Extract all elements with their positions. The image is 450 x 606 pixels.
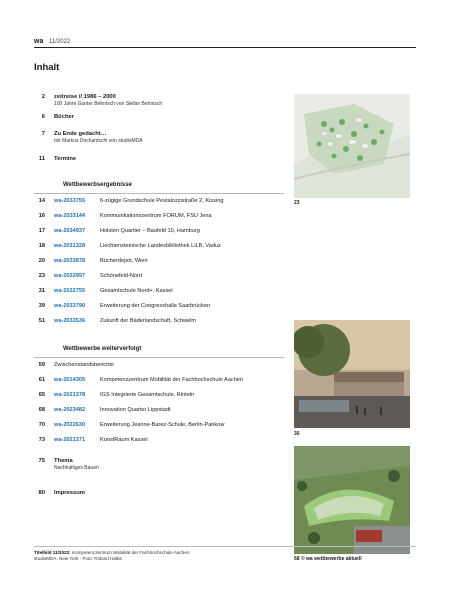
page-number: 31 — [38, 288, 45, 294]
toc-row[interactable] — [34, 198, 223, 205]
toc-entry[interactable] — [34, 156, 76, 163]
row-title: Bücherdepot, Wien — [100, 258, 148, 264]
row-title: Gesamtschule Nord+, Kassel — [100, 288, 173, 294]
entry-title: Zu Ende gedacht… mit Markus Dochantschi von studioMDA — [54, 131, 143, 144]
toc-row[interactable] — [34, 318, 196, 325]
competition-code[interactable]: wa-2021371 — [54, 437, 86, 443]
competition-code[interactable]: wa-2031328 — [54, 243, 86, 249]
row-title: IGS Integrierte Gesamtschule, Rinteln — [100, 392, 195, 398]
page-number: 16 — [38, 213, 45, 219]
rendering-image — [294, 320, 410, 428]
competition-code[interactable]: wa-2033536 — [54, 318, 86, 324]
row-title: Liechtensteinische Landesbibliothek LiLB, Vaduz — [100, 243, 221, 249]
entry-title: Termine — [54, 156, 77, 162]
page-number: 18 — [38, 243, 45, 249]
row-title: Erweiterung Jeanne-Barez-Schule, Berlin-Pankow — [100, 422, 225, 428]
page-number: 7 — [41, 131, 45, 137]
footer-divider — [34, 546, 416, 547]
toc-row[interactable] — [34, 213, 212, 220]
row-title: Zwischenstandsberichte — [54, 362, 115, 368]
competition-code[interactable]: wa-2032755 — [54, 288, 86, 294]
page-number: 17 — [38, 228, 45, 234]
competition-code[interactable]: wa-2034937 — [54, 228, 86, 234]
competition-code[interactable]: wa-2033755 — [54, 198, 86, 204]
page-number: 23 — [38, 273, 45, 279]
toc-row[interactable] — [34, 228, 200, 235]
page-number: 75 — [38, 458, 45, 464]
toc-row[interactable] — [34, 362, 114, 369]
page-number: 51 — [38, 318, 45, 324]
row-title: Kompetenzzentrum Mobilität der Fachhochschule Aachen — [100, 377, 244, 383]
competition-code[interactable]: wa-2014305 — [54, 377, 86, 383]
section-divider — [34, 357, 284, 358]
toc-row[interactable] — [34, 258, 148, 265]
image-caption: 30 — [294, 431, 300, 437]
toc-row[interactable] — [34, 422, 224, 429]
toc-entry[interactable] — [34, 131, 143, 145]
row-title: Zukunft der Bäderlandschaft, Schwelm — [100, 318, 197, 324]
toc-row[interactable] — [34, 303, 210, 310]
toc-row[interactable] — [34, 288, 173, 295]
cover-credit-label: Titelbild 11/2022: — [34, 550, 71, 555]
competition-code[interactable]: wa-2033144 — [54, 213, 86, 219]
toc-row[interactable] — [34, 273, 142, 280]
aerial-building-image — [294, 446, 410, 554]
aerial-site-plan-image — [294, 94, 410, 198]
competition-code[interactable]: wa-2023482 — [54, 407, 86, 413]
page-number: 68 — [38, 407, 45, 413]
entry-subtitle: 100 Jahre Gunter Behnisch von Stefan Behnisch — [54, 101, 163, 107]
page-footer: 68 © wa wettbewerbe aktuell — [294, 556, 362, 562]
page-number: 61 — [38, 377, 45, 383]
section-heading: Wettbewerbsergebnisse — [63, 182, 132, 188]
section-heading: Wettbewerbe weiterverfolgt — [63, 346, 142, 352]
page-number: 70 — [38, 422, 45, 428]
image-caption: 23 — [294, 200, 300, 206]
row-title: Holsten Quartier – Baufeld 10, Hamburg — [100, 228, 200, 234]
competition-code[interactable]: wa-2033790 — [54, 303, 86, 309]
toc-entry[interactable] — [34, 94, 162, 108]
page-number: 6 — [41, 114, 45, 120]
entry-title: zeitreise // 1986 – 2000 100 Jahre Gunter Behnisch von Stefan Behnisch — [54, 94, 163, 107]
toc-row[interactable] — [34, 437, 148, 444]
entry-title: Impressum — [54, 490, 85, 496]
toc-row[interactable] — [34, 392, 194, 399]
row-title: Erweiterung der Congresshalle Saarbrücken — [100, 303, 211, 309]
toc-entry[interactable] — [34, 114, 74, 121]
competition-code[interactable]: wa-2021378 — [54, 392, 86, 398]
toc-row[interactable] — [34, 377, 243, 384]
page-number: 14 — [38, 198, 45, 204]
competition-code[interactable]: wa-2033878 — [54, 258, 86, 264]
header-divider — [34, 47, 416, 48]
toc-row[interactable] — [34, 407, 171, 414]
toc-entry[interactable] — [34, 490, 85, 497]
row-title: Innovation Quarter Lippstadt — [100, 407, 171, 413]
page-number: 80 — [38, 490, 45, 496]
page-number: 2 — [41, 94, 45, 100]
page-header — [34, 38, 70, 45]
row-title: KunstRaum Kassel — [100, 437, 148, 443]
entry-title: Bücher — [54, 114, 74, 120]
row-title: Kommunikationszentrum FORUM, FSU Jena — [100, 213, 212, 219]
entry-subtitle: mit Markus Dochantschi von studioMDA — [54, 138, 143, 144]
toc-row[interactable] — [34, 243, 221, 250]
page-number: 11 — [38, 156, 45, 162]
section-divider — [34, 193, 284, 194]
entry-title: Thema Nachhaltiges Bauen — [54, 458, 99, 471]
row-title: Schönefeld-Nord — [100, 273, 142, 279]
page-number: 59 — [38, 362, 45, 368]
row-title: 6-zügige Grundschule Pestalozzistraße 2, Kissing — [100, 198, 224, 204]
brand-logo: wa — [34, 38, 44, 45]
cover-credit-photo: studioMDA, New York · Foto: Roland Halbe — [34, 556, 123, 561]
competition-code[interactable]: wa-2032997 — [54, 273, 86, 279]
page-number: 65 — [38, 392, 45, 398]
page-number: 73 — [38, 437, 45, 443]
entry-subtitle: Nachhaltiges Bauen — [54, 465, 99, 471]
page-number: 20 — [38, 258, 45, 264]
cover-credit — [34, 550, 274, 562]
toc-entry[interactable] — [34, 458, 99, 472]
cover-credit-text: Kompetenzzentrum Mobilität der Fachhochschule Aachen — [70, 550, 190, 555]
issue-number: 11/2022 — [49, 39, 71, 45]
page-title: Inhalt — [34, 62, 60, 73]
competition-code[interactable]: wa-2022630 — [54, 422, 86, 428]
page-number: 39 — [38, 303, 45, 309]
